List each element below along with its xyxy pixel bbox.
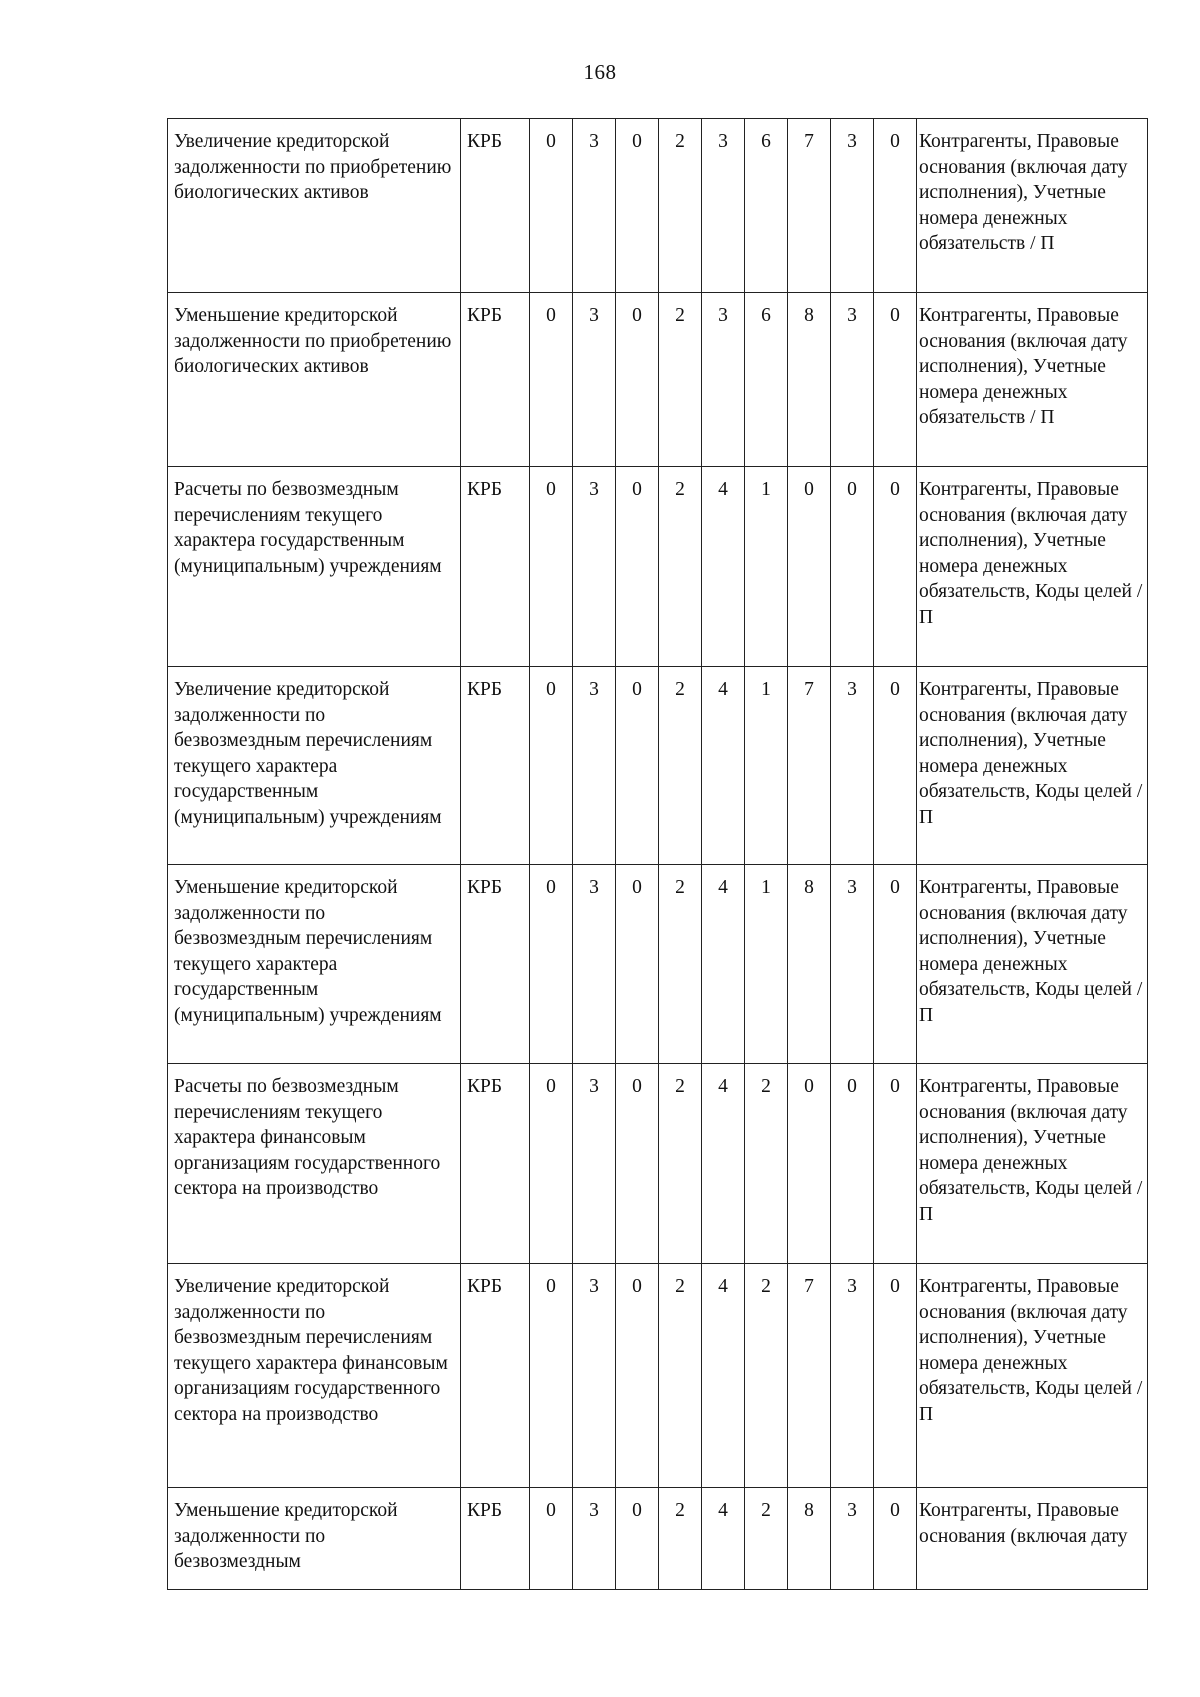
analytics-cell: Контрагенты, Правовые основания (включая дату исполнения), Учетные номера денежных обязательств, Коды целей / П bbox=[917, 1064, 1148, 1264]
code-digit: 0 bbox=[874, 467, 917, 667]
code-digit: 3 bbox=[573, 667, 616, 865]
code-digit: 1 bbox=[745, 467, 788, 667]
code-digit: 2 bbox=[659, 865, 702, 1064]
code-digit: 3 bbox=[573, 1264, 616, 1488]
code-digit: 2 bbox=[659, 667, 702, 865]
analytics-cell: Контрагенты, Правовые основания (включая дату исполнения), Учетные номера денежных обязательств, Коды целей / П bbox=[917, 865, 1148, 1064]
code-digit: 0 bbox=[874, 1488, 917, 1590]
account-description: Увеличение кредиторской задолженности по приобретению биологических активов bbox=[168, 119, 461, 293]
account-kind: КРБ bbox=[461, 865, 530, 1064]
code-digit: 7 bbox=[788, 1264, 831, 1488]
code-digit: 4 bbox=[702, 1264, 745, 1488]
account-description: Увеличение кредиторской задолженности по безвозмездным перечислениям текущего характера финансовым организациям государственного сектора на производство bbox=[168, 1264, 461, 1488]
account-description: Расчеты по безвозмездным перечислениям текущего характера государственным (муниципальным) учреждениям bbox=[168, 467, 461, 667]
code-digit: 0 bbox=[874, 1264, 917, 1488]
code-digit: 0 bbox=[530, 667, 573, 865]
code-digit: 0 bbox=[788, 467, 831, 667]
code-digit: 3 bbox=[573, 119, 616, 293]
code-digit: 7 bbox=[788, 667, 831, 865]
code-digit: 2 bbox=[745, 1264, 788, 1488]
code-digit: 2 bbox=[659, 467, 702, 667]
account-kind: КРБ bbox=[461, 1488, 530, 1590]
table-row bbox=[168, 467, 1148, 667]
code-digit: 3 bbox=[573, 1064, 616, 1264]
analytics-cell: Контрагенты, Правовые основания (включая дату исполнения), Учетные номера денежных обязательств / П bbox=[917, 119, 1148, 293]
code-digit: 0 bbox=[616, 119, 659, 293]
account-kind: КРБ bbox=[461, 1064, 530, 1264]
code-digit: 0 bbox=[530, 1064, 573, 1264]
account-description: Уменьшение кредиторской задолженности по приобретению биологических активов bbox=[168, 293, 461, 467]
code-digit: 3 bbox=[573, 293, 616, 467]
code-digit: 0 bbox=[874, 119, 917, 293]
account-kind: КРБ bbox=[461, 667, 530, 865]
code-digit: 0 bbox=[616, 467, 659, 667]
code-digit: 3 bbox=[831, 119, 874, 293]
code-digit: 0 bbox=[874, 865, 917, 1064]
code-digit: 4 bbox=[702, 1064, 745, 1264]
code-digit: 0 bbox=[831, 467, 874, 667]
code-digit: 4 bbox=[702, 667, 745, 865]
code-digit: 1 bbox=[745, 865, 788, 1064]
code-digit: 3 bbox=[831, 1264, 874, 1488]
table-row bbox=[168, 1064, 1148, 1264]
code-digit: 7 bbox=[788, 119, 831, 293]
analytics-cell: Контрагенты, Правовые основания (включая дату исполнения), Учетные номера денежных обязательств / П bbox=[917, 293, 1148, 467]
code-digit: 0 bbox=[874, 667, 917, 865]
code-digit: 0 bbox=[530, 467, 573, 667]
code-digit: 3 bbox=[573, 467, 616, 667]
account-description: Уменьшение кредиторской задолженности по безвозмездным bbox=[168, 1488, 461, 1590]
code-digit: 4 bbox=[702, 467, 745, 667]
code-digit: 6 bbox=[745, 119, 788, 293]
page-number: 168 bbox=[583, 60, 617, 84]
account-kind: КРБ bbox=[461, 1264, 530, 1488]
code-digit: 0 bbox=[616, 1488, 659, 1590]
code-digit: 0 bbox=[831, 1064, 874, 1264]
code-digit: 0 bbox=[788, 1064, 831, 1264]
table-row bbox=[168, 119, 1148, 293]
code-digit: 2 bbox=[745, 1488, 788, 1590]
code-digit: 2 bbox=[659, 293, 702, 467]
code-digit: 3 bbox=[831, 667, 874, 865]
code-digit: 2 bbox=[659, 119, 702, 293]
code-digit: 3 bbox=[831, 865, 874, 1064]
code-digit: 2 bbox=[659, 1064, 702, 1264]
code-digit: 6 bbox=[745, 293, 788, 467]
code-digit: 8 bbox=[788, 1488, 831, 1590]
analytics-cell: Контрагенты, Правовые основания (включая дату исполнения), Учетные номера денежных обязательств, Коды целей / П bbox=[917, 467, 1148, 667]
code-digit: 2 bbox=[745, 1064, 788, 1264]
code-digit: 8 bbox=[788, 293, 831, 467]
table-row bbox=[168, 1488, 1148, 1590]
account-description: Расчеты по безвозмездным перечислениям текущего характера финансовым организациям государственного сектора на производство bbox=[168, 1064, 461, 1264]
analytics-cell: Контрагенты, Правовые основания (включая дату исполнения), Учетные номера денежных обязательств, Коды целей / П bbox=[917, 667, 1148, 865]
code-digit: 0 bbox=[530, 293, 573, 467]
account-kind: КРБ bbox=[461, 467, 530, 667]
account-kind: КРБ bbox=[461, 293, 530, 467]
code-digit: 4 bbox=[702, 1488, 745, 1590]
code-digit: 3 bbox=[573, 865, 616, 1064]
code-digit: 0 bbox=[616, 1264, 659, 1488]
account-description: Увеличение кредиторской задолженности по безвозмездным перечислениям текущего характера государственным (муниципальным) учреждениям bbox=[168, 667, 461, 865]
table-row bbox=[168, 865, 1148, 1064]
code-digit: 3 bbox=[702, 293, 745, 467]
code-digit: 0 bbox=[616, 1064, 659, 1264]
code-digit: 0 bbox=[530, 119, 573, 293]
code-digit: 3 bbox=[573, 1488, 616, 1590]
code-digit: 2 bbox=[659, 1264, 702, 1488]
code-digit: 0 bbox=[530, 1264, 573, 1488]
code-digit: 4 bbox=[702, 865, 745, 1064]
code-digit: 0 bbox=[530, 865, 573, 1064]
table-row bbox=[168, 667, 1148, 865]
code-digit: 0 bbox=[616, 667, 659, 865]
analytics-cell: Контрагенты, Правовые основания (включая дату исполнения), Учетные номера денежных обязательств, Коды целей / П bbox=[917, 1264, 1148, 1488]
accounts-table bbox=[167, 118, 1148, 1590]
table-row bbox=[168, 1264, 1148, 1488]
code-digit: 3 bbox=[702, 119, 745, 293]
code-digit: 2 bbox=[659, 1488, 702, 1590]
code-digit: 3 bbox=[831, 1488, 874, 1590]
code-digit: 0 bbox=[874, 1064, 917, 1264]
table-row bbox=[168, 293, 1148, 467]
account-kind: КРБ bbox=[461, 119, 530, 293]
analytics-cell: Контрагенты, Правовые основания (включая дату bbox=[917, 1488, 1148, 1590]
code-digit: 1 bbox=[745, 667, 788, 865]
code-digit: 0 bbox=[530, 1488, 573, 1590]
code-digit: 0 bbox=[616, 293, 659, 467]
code-digit: 3 bbox=[831, 293, 874, 467]
code-digit: 8 bbox=[788, 865, 831, 1064]
code-digit: 0 bbox=[874, 293, 917, 467]
account-description: Уменьшение кредиторской задолженности по безвозмездным перечислениям текущего характера государственным (муниципальным) учреждениям bbox=[168, 865, 461, 1064]
code-digit: 0 bbox=[616, 865, 659, 1064]
